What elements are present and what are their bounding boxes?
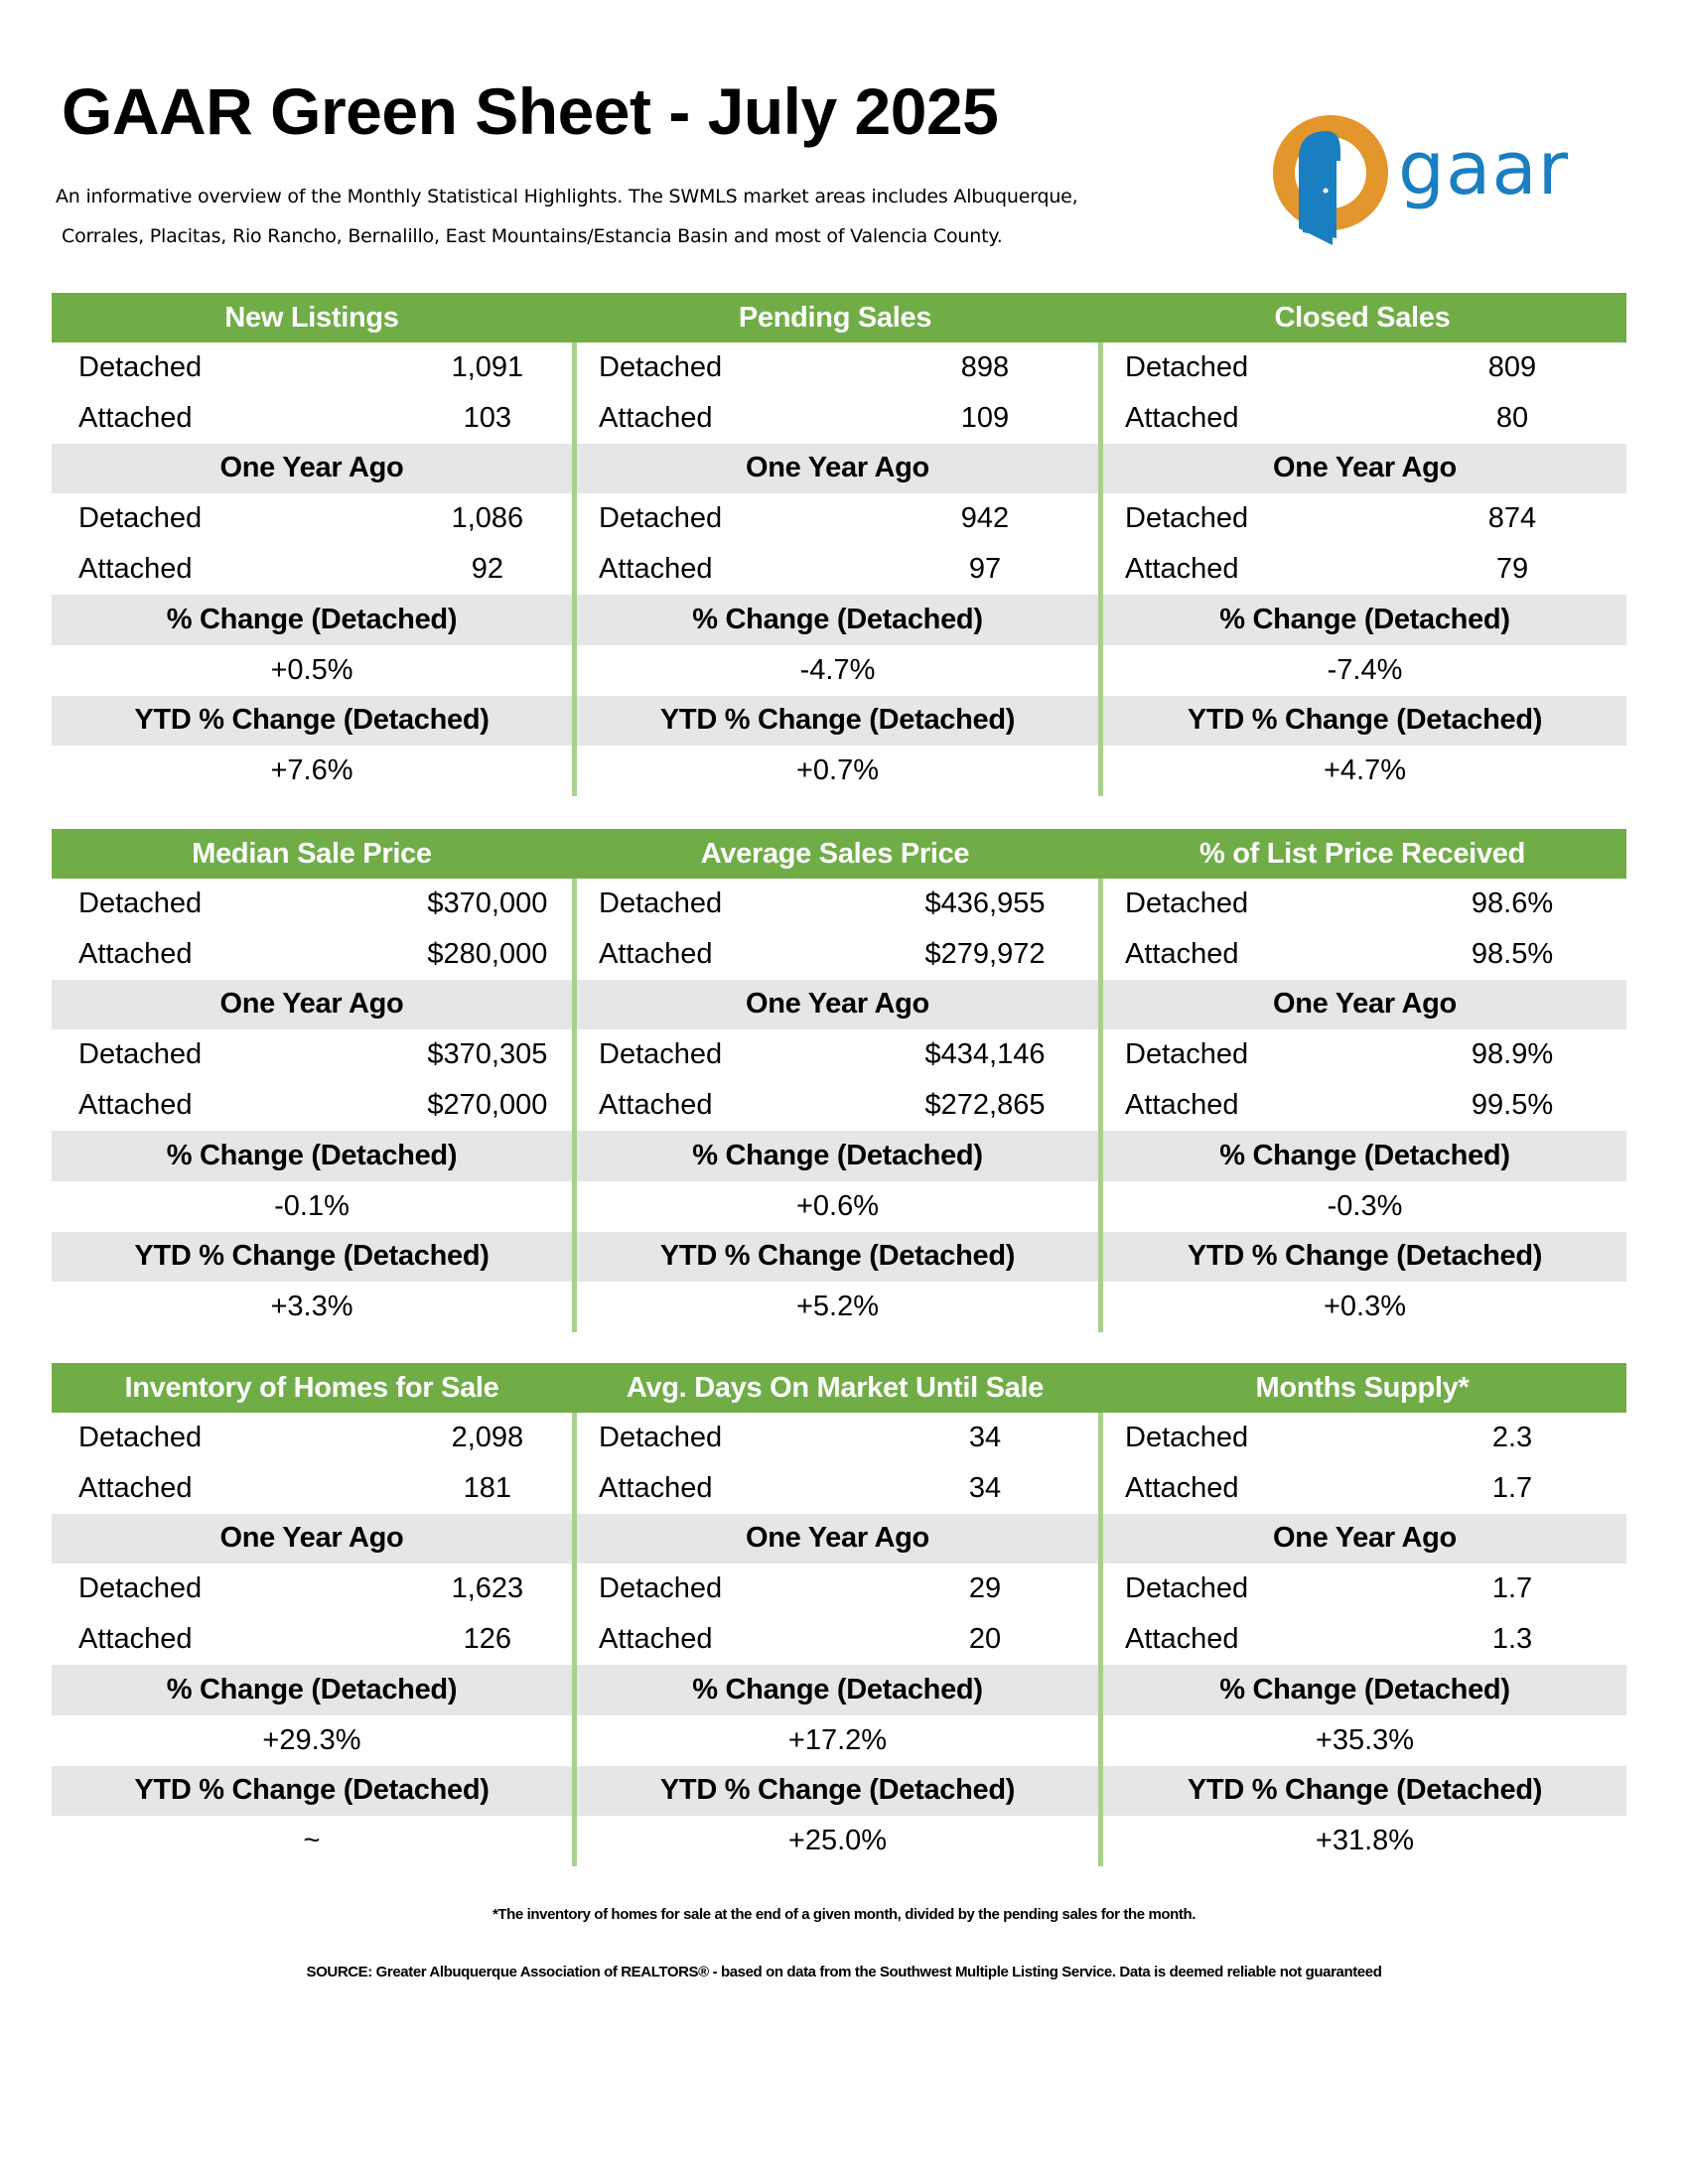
one-year-ago-band: One Year Ago <box>1103 1514 1626 1565</box>
pct-change-value: -4.7% <box>799 653 876 686</box>
metric-title: Inventory of Homes for Sale <box>124 1371 499 1404</box>
row-label: Attached <box>1125 401 1239 434</box>
row-label: Attached <box>78 401 193 434</box>
current-attached-value: 1.7 <box>1491 1471 1533 1504</box>
door-arch-icon <box>1269 111 1398 245</box>
row-label: Attached <box>599 401 713 434</box>
section-header-row <box>52 829 1626 879</box>
prior-attached-value: 99.5% <box>1471 1089 1554 1122</box>
ytd-pct-change-value: +5.2% <box>795 1291 880 1323</box>
current-detached-value: 898 <box>960 350 1010 383</box>
ytd-pct-change-band: YTD % Change (Detached) <box>1103 1766 1626 1817</box>
row-label: Attached <box>1125 553 1239 586</box>
prior-detached-value: 1,623 <box>451 1572 524 1605</box>
metric-title: Closed Sales <box>1274 301 1451 334</box>
section-header-row <box>52 1363 1626 1413</box>
one-year-ago-band: One Year Ago <box>52 444 572 494</box>
current-attached-value: 80 <box>1495 401 1529 434</box>
current-detached-value: $436,955 <box>924 887 1046 919</box>
pct-change-band: % Change (Detached) <box>577 1131 1098 1181</box>
row-label: Attached <box>599 553 713 586</box>
row-label: Detached <box>78 350 203 383</box>
row-label: Attached <box>78 1089 193 1122</box>
one-year-ago-band: One Year Ago <box>577 980 1098 1030</box>
prior-attached-value: 126 <box>463 1623 512 1656</box>
prior-attached-value: $272,865 <box>924 1089 1046 1122</box>
one-year-ago-band: One Year Ago <box>52 980 572 1030</box>
pct-change-value: -0.3% <box>1327 1189 1403 1222</box>
metric-title: % of List Price Received <box>1198 837 1526 870</box>
metric-column-days-on-market <box>572 1413 1098 1866</box>
row-label: Detached <box>599 350 723 383</box>
row-label: Attached <box>599 1623 713 1656</box>
metric-title: Pending Sales <box>738 301 932 334</box>
ytd-pct-change-band: YTD % Change (Detached) <box>577 1232 1098 1283</box>
ytd-pct-change-value: ~ <box>303 1825 321 1857</box>
page-description <box>56 177 1227 256</box>
gaar-logo <box>1269 111 1570 245</box>
ytd-pct-change-band: YTD % Change (Detached) <box>577 1766 1098 1817</box>
prior-attached-value: 1.3 <box>1491 1623 1533 1656</box>
pct-change-value: +29.3% <box>262 1723 361 1756</box>
row-label: Detached <box>599 1038 723 1071</box>
ytd-pct-change-value: +3.3% <box>270 1291 353 1323</box>
row-label: Detached <box>78 1572 203 1605</box>
prior-detached-value: 29 <box>968 1572 1002 1605</box>
metric-column-closed-sales <box>1098 342 1626 796</box>
prior-attached-value: 97 <box>968 553 1002 586</box>
pct-change-band: % Change (Detached) <box>1103 1131 1626 1181</box>
current-detached-value: 2.3 <box>1491 1421 1533 1453</box>
source-note: SOURCE: Greater Albuquerque Association of REALTORS® - based on data from the Southwest Multiple Listing Service. Data is deemed reliable not guaranteed <box>306 1964 1382 1980</box>
current-detached-value: 98.6% <box>1471 887 1554 919</box>
pct-change-value: +17.2% <box>787 1723 888 1756</box>
row-label: Attached <box>599 1471 713 1504</box>
row-label: Detached <box>1125 1572 1249 1605</box>
logo-wordmark: gaar <box>1398 126 1570 211</box>
metric-column-pending-sales <box>572 342 1098 796</box>
prior-detached-value: 1,086 <box>451 502 524 535</box>
ytd-pct-change-value: +31.8% <box>1315 1825 1415 1857</box>
metric-column-pct-list-price-received <box>1098 879 1626 1332</box>
metric-title: Median Sale Price <box>192 837 432 870</box>
current-detached-value: 809 <box>1487 350 1537 383</box>
one-year-ago-band: One Year Ago <box>577 1514 1098 1565</box>
current-detached-value: 34 <box>968 1421 1002 1453</box>
ytd-pct-change-value: +25.0% <box>787 1825 888 1857</box>
prior-detached-value: 874 <box>1487 502 1537 535</box>
section-header-row <box>52 293 1626 342</box>
row-label: Detached <box>1125 502 1249 535</box>
metric-column-new-listings <box>52 342 572 796</box>
ytd-pct-change-value: +0.7% <box>795 754 880 787</box>
current-detached-value: $370,000 <box>427 887 548 919</box>
metric-title: Months Supply* <box>1255 1371 1470 1404</box>
row-label: Attached <box>78 1623 193 1656</box>
prior-detached-value: 98.9% <box>1471 1038 1554 1071</box>
pct-change-band: % Change (Detached) <box>577 595 1098 645</box>
row-label: Attached <box>78 553 193 586</box>
row-label: Attached <box>1125 1623 1239 1656</box>
pct-change-value: +0.6% <box>795 1189 880 1222</box>
row-label: Attached <box>599 937 713 970</box>
row-label: Detached <box>1125 887 1249 919</box>
prior-attached-value: 20 <box>968 1623 1002 1656</box>
ytd-pct-change-band: YTD % Change (Detached) <box>52 1766 572 1817</box>
row-label: Attached <box>1125 1089 1239 1122</box>
stats-section-2 <box>52 829 1626 1332</box>
one-year-ago-band: One Year Ago <box>52 1514 572 1565</box>
ytd-pct-change-value: +7.6% <box>270 754 353 787</box>
current-detached-value: 2,098 <box>451 1421 524 1453</box>
row-label: Detached <box>78 502 203 535</box>
metric-column-average-sales-price <box>572 879 1098 1332</box>
pct-change-band: % Change (Detached) <box>52 1665 572 1715</box>
row-label: Detached <box>78 1421 203 1453</box>
row-label: Detached <box>78 1038 203 1071</box>
metric-title: Average Sales Price <box>700 837 970 870</box>
metric-title: Avg. Days On Market Until Sale <box>626 1371 1045 1404</box>
pct-change-band: % Change (Detached) <box>1103 595 1626 645</box>
prior-attached-value: $270,000 <box>427 1089 548 1122</box>
prior-detached-value: 942 <box>960 502 1010 535</box>
current-attached-value: 98.5% <box>1471 937 1554 970</box>
ytd-pct-change-value: +4.7% <box>1323 754 1407 787</box>
current-attached-value: 103 <box>463 401 512 434</box>
pct-change-value: -7.4% <box>1327 653 1403 686</box>
ytd-pct-change-band: YTD % Change (Detached) <box>577 696 1098 747</box>
current-attached-value: 109 <box>960 401 1010 434</box>
pct-change-band: % Change (Detached) <box>52 1131 572 1181</box>
pct-change-band: % Change (Detached) <box>52 595 572 645</box>
metric-column-months-supply <box>1098 1413 1626 1866</box>
row-label: Attached <box>78 937 193 970</box>
row-label: Attached <box>599 1089 713 1122</box>
prior-detached-value: $370,305 <box>427 1038 548 1071</box>
metric-column-inventory <box>52 1413 572 1866</box>
pct-change-value: +0.5% <box>270 653 353 686</box>
prior-attached-value: 92 <box>471 553 503 586</box>
ytd-pct-change-band: YTD % Change (Detached) <box>1103 1232 1626 1283</box>
ytd-pct-change-band: YTD % Change (Detached) <box>52 1232 572 1283</box>
pct-change-band: % Change (Detached) <box>577 1665 1098 1715</box>
prior-detached-value: $434,146 <box>924 1038 1046 1071</box>
prior-detached-value: 1.7 <box>1491 1572 1533 1605</box>
row-label: Detached <box>599 502 723 535</box>
pct-change-value: -0.1% <box>274 1189 350 1222</box>
row-label: Detached <box>599 1572 723 1605</box>
ytd-pct-change-value: +0.3% <box>1323 1291 1407 1323</box>
row-label: Detached <box>1125 350 1249 383</box>
pct-change-value: +35.3% <box>1315 1723 1415 1756</box>
page-title: GAAR Green Sheet - July 2025 <box>62 74 999 148</box>
row-label: Attached <box>1125 937 1239 970</box>
current-detached-value: 1,091 <box>451 350 524 383</box>
one-year-ago-band: One Year Ago <box>577 444 1098 494</box>
row-label: Detached <box>1125 1038 1249 1071</box>
current-attached-value: $279,972 <box>924 937 1046 970</box>
row-label: Detached <box>599 887 723 919</box>
ytd-pct-change-band: YTD % Change (Detached) <box>52 696 572 747</box>
row-label: Attached <box>78 1471 193 1504</box>
ytd-pct-change-band: YTD % Change (Detached) <box>1103 696 1626 747</box>
current-attached-value: $280,000 <box>427 937 548 970</box>
current-attached-value: 34 <box>968 1471 1002 1504</box>
description-line-2: Corrales, Placitas, Rio Rancho, Bernalillo, East Mountains/Estancia Basin and most of Valencia County. <box>62 225 1003 247</box>
description-line-1: An informative overview of the Monthly Statistical Highlights. The SWMLS market areas includes Albuquerque, <box>56 186 1078 207</box>
row-label: Detached <box>78 887 203 919</box>
months-supply-footnote: *The inventory of homes for sale at the end of a given month, divided by the pending sales for the month. <box>492 1906 1196 1923</box>
metric-column-median-sale-price <box>52 879 572 1332</box>
current-attached-value: 181 <box>463 1471 512 1504</box>
pct-change-band: % Change (Detached) <box>1103 1665 1626 1715</box>
row-label: Detached <box>1125 1421 1249 1453</box>
prior-attached-value: 79 <box>1495 553 1529 586</box>
row-label: Detached <box>599 1421 723 1453</box>
metric-title: New Listings <box>224 301 399 334</box>
one-year-ago-band: One Year Ago <box>1103 980 1626 1030</box>
one-year-ago-band: One Year Ago <box>1103 444 1626 494</box>
stats-section-3 <box>52 1363 1626 1866</box>
stats-section-1 <box>52 293 1626 796</box>
row-label: Attached <box>1125 1471 1239 1504</box>
